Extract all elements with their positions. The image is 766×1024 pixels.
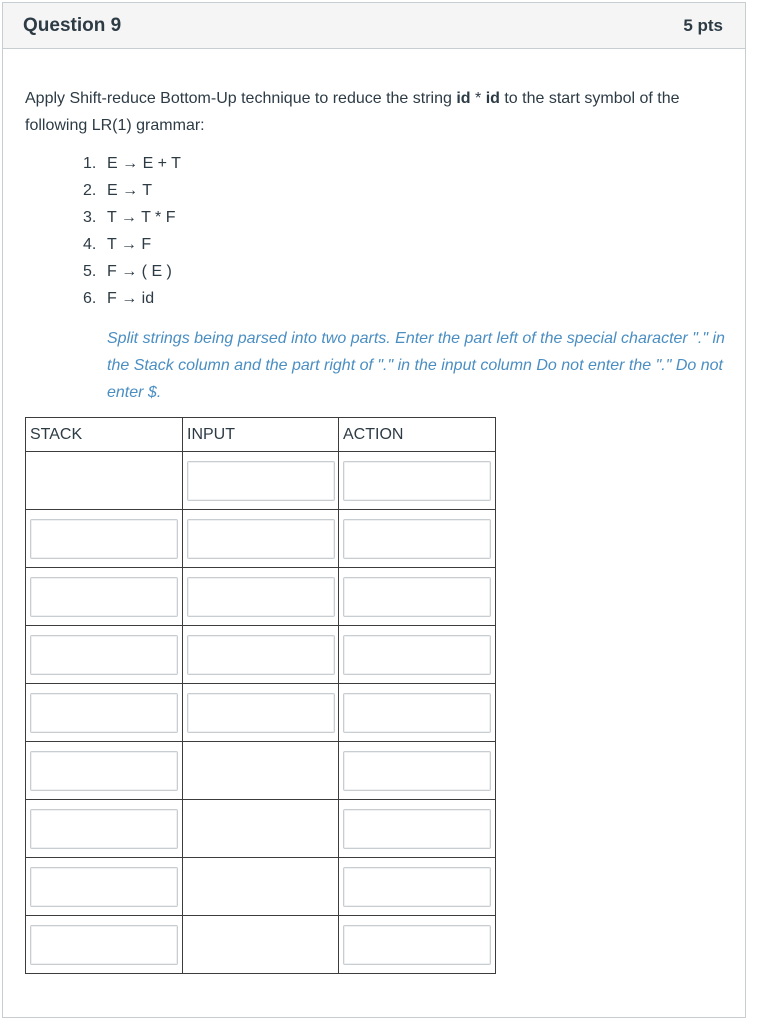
grammar-rule-number: 2. xyxy=(83,182,97,199)
grammar-rule xyxy=(83,258,181,285)
action-input[interactable] xyxy=(343,751,491,791)
stack-cell xyxy=(26,916,183,974)
table-header-row xyxy=(26,418,496,452)
input-input[interactable] xyxy=(187,635,335,675)
column-header-action: ACTION xyxy=(339,418,496,452)
question-token-1: id xyxy=(456,90,471,107)
stack-cell xyxy=(26,684,183,742)
action-input[interactable] xyxy=(343,577,491,617)
stack-cell xyxy=(26,800,183,858)
instructions-text: Split strings being parsed into two parts. Enter the part left of the special character "." in the Stack column and the part right of "." in the input column Do not enter the "." Do not enter $. xyxy=(107,330,725,401)
stack-cell xyxy=(26,626,183,684)
action-input[interactable] xyxy=(343,635,491,675)
question-intro-after: to the start symbol of the following LR(1) grammar: xyxy=(25,90,680,134)
grammar-rule xyxy=(83,177,181,204)
action-cell xyxy=(339,684,496,742)
stack-cell xyxy=(26,452,183,510)
grammar-rule xyxy=(83,231,181,258)
input-input[interactable] xyxy=(187,577,335,617)
stack-cell xyxy=(26,568,183,626)
grammar-rule xyxy=(83,150,181,177)
grammar-rule-text: E → T xyxy=(107,182,153,199)
input-cell xyxy=(183,684,339,742)
table-row xyxy=(26,568,496,626)
stack-input[interactable] xyxy=(30,751,178,791)
action-cell xyxy=(339,800,496,858)
table-body xyxy=(26,452,496,974)
input-cell xyxy=(183,568,339,626)
question-header xyxy=(3,3,745,49)
table-row xyxy=(26,800,496,858)
stack-input[interactable] xyxy=(30,577,178,617)
column-header-stack: STACK xyxy=(26,418,183,452)
column-header-input: INPUT xyxy=(183,418,339,452)
action-cell xyxy=(339,742,496,800)
table-row xyxy=(26,510,496,568)
table-row xyxy=(26,916,496,974)
grammar-rule-text: T → F xyxy=(107,236,152,253)
grammar-rule-number: 5. xyxy=(83,263,97,280)
grammar-rule-number: 6. xyxy=(83,290,97,307)
stack-input[interactable] xyxy=(30,693,178,733)
stack-cell xyxy=(26,858,183,916)
action-cell xyxy=(339,510,496,568)
parse-table xyxy=(25,417,496,974)
table-row xyxy=(26,858,496,916)
grammar-rule xyxy=(83,204,181,231)
input-cell xyxy=(183,626,339,684)
question-card xyxy=(2,2,746,1018)
table-row xyxy=(26,742,496,800)
grammar-rule-number: 1. xyxy=(83,155,97,172)
input-input[interactable] xyxy=(187,519,335,559)
action-input[interactable] xyxy=(343,461,491,501)
question-token-2: id xyxy=(485,90,500,107)
stack-cell xyxy=(26,742,183,800)
question-intro-before: Apply Shift-reduce Bottom-Up technique to reduce the string xyxy=(25,90,457,107)
stack-input[interactable] xyxy=(30,867,178,907)
input-input[interactable] xyxy=(187,461,335,501)
input-cell xyxy=(183,452,339,510)
action-cell xyxy=(339,568,496,626)
grammar-rule xyxy=(83,285,181,312)
grammar-rule-number: 4. xyxy=(83,236,97,253)
grammar-rule-text: F → ( E ) xyxy=(107,263,172,280)
stack-input[interactable] xyxy=(30,635,178,675)
action-input[interactable] xyxy=(343,809,491,849)
table-row xyxy=(26,626,496,684)
action-input[interactable] xyxy=(343,693,491,733)
question-operator: * xyxy=(470,90,486,107)
input-cell xyxy=(183,800,339,858)
action-input[interactable] xyxy=(343,925,491,965)
question-title: Question 9 xyxy=(23,14,122,36)
action-cell xyxy=(339,452,496,510)
action-cell xyxy=(339,626,496,684)
stack-cell xyxy=(26,510,183,568)
grammar-rule-text: E → E + T xyxy=(107,155,181,172)
stack-input[interactable] xyxy=(30,925,178,965)
input-input[interactable] xyxy=(187,693,335,733)
table-row xyxy=(26,452,496,510)
table-row xyxy=(26,684,496,742)
input-cell xyxy=(183,510,339,568)
grammar-rule-text: F → id xyxy=(107,290,155,307)
input-cell xyxy=(183,916,339,974)
input-cell xyxy=(183,742,339,800)
input-cell xyxy=(183,858,339,916)
question-text xyxy=(25,85,725,139)
stack-input[interactable] xyxy=(30,809,178,849)
action-input[interactable] xyxy=(343,519,491,559)
grammar-rule-number: 3. xyxy=(83,209,97,226)
grammar-rule-text: T → T * F xyxy=(107,209,176,226)
action-cell xyxy=(339,858,496,916)
action-cell xyxy=(339,916,496,974)
action-input[interactable] xyxy=(343,867,491,907)
grammar-list xyxy=(83,150,181,312)
stack-input[interactable] xyxy=(30,519,178,559)
question-points: 5 pts xyxy=(683,15,723,35)
